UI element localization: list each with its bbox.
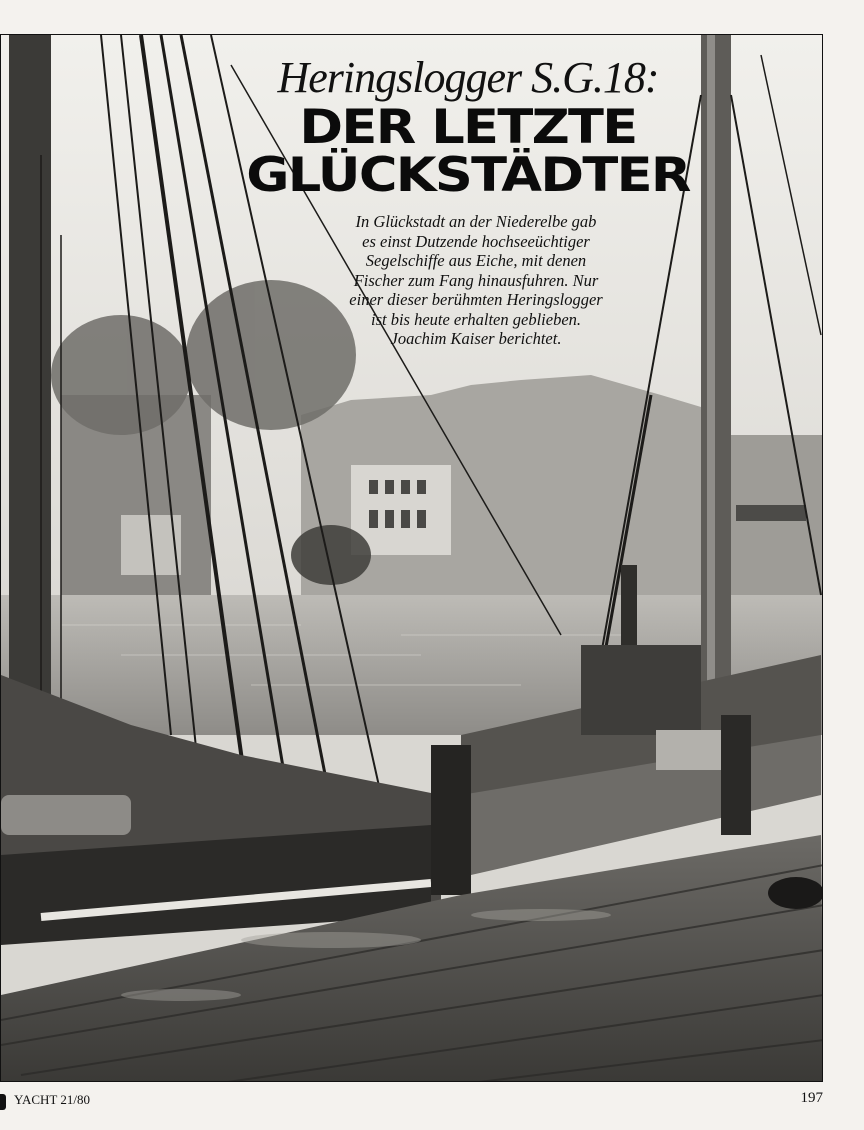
page-footer — [0, 1090, 823, 1110]
lead-line: In Glückstadt an der Niederelbe gab — [355, 212, 597, 231]
page-number: 197 — [800, 1090, 823, 1106]
magazine-issue: YACHT 21/80 — [14, 1092, 90, 1107]
lead-line: Joachim Kaiser berichtet. — [390, 329, 562, 348]
lead-paragraph — [326, 212, 626, 349]
lead-line: Fischer zum Fang hinausfuhren. Nur — [353, 270, 599, 290]
lead-line: ist bis heute erhalten geblieben. — [370, 309, 582, 329]
headline-line-2: GLÜCKSTÄDTER — [246, 148, 690, 203]
lead-line: Segelschiffe aus Eiche, mit denen — [365, 251, 587, 270]
headline-line-1: DER LETZTE — [299, 100, 637, 155]
lead-line: es einst Dutzende hochseeüchtiger — [362, 231, 590, 251]
page-edge-mark — [0, 1094, 6, 1110]
kicker: Heringslogger S.G.18: — [277, 53, 659, 102]
headline-block — [228, 52, 708, 203]
lead-line: einer dieser berühmten Heringslogger — [349, 290, 603, 309]
